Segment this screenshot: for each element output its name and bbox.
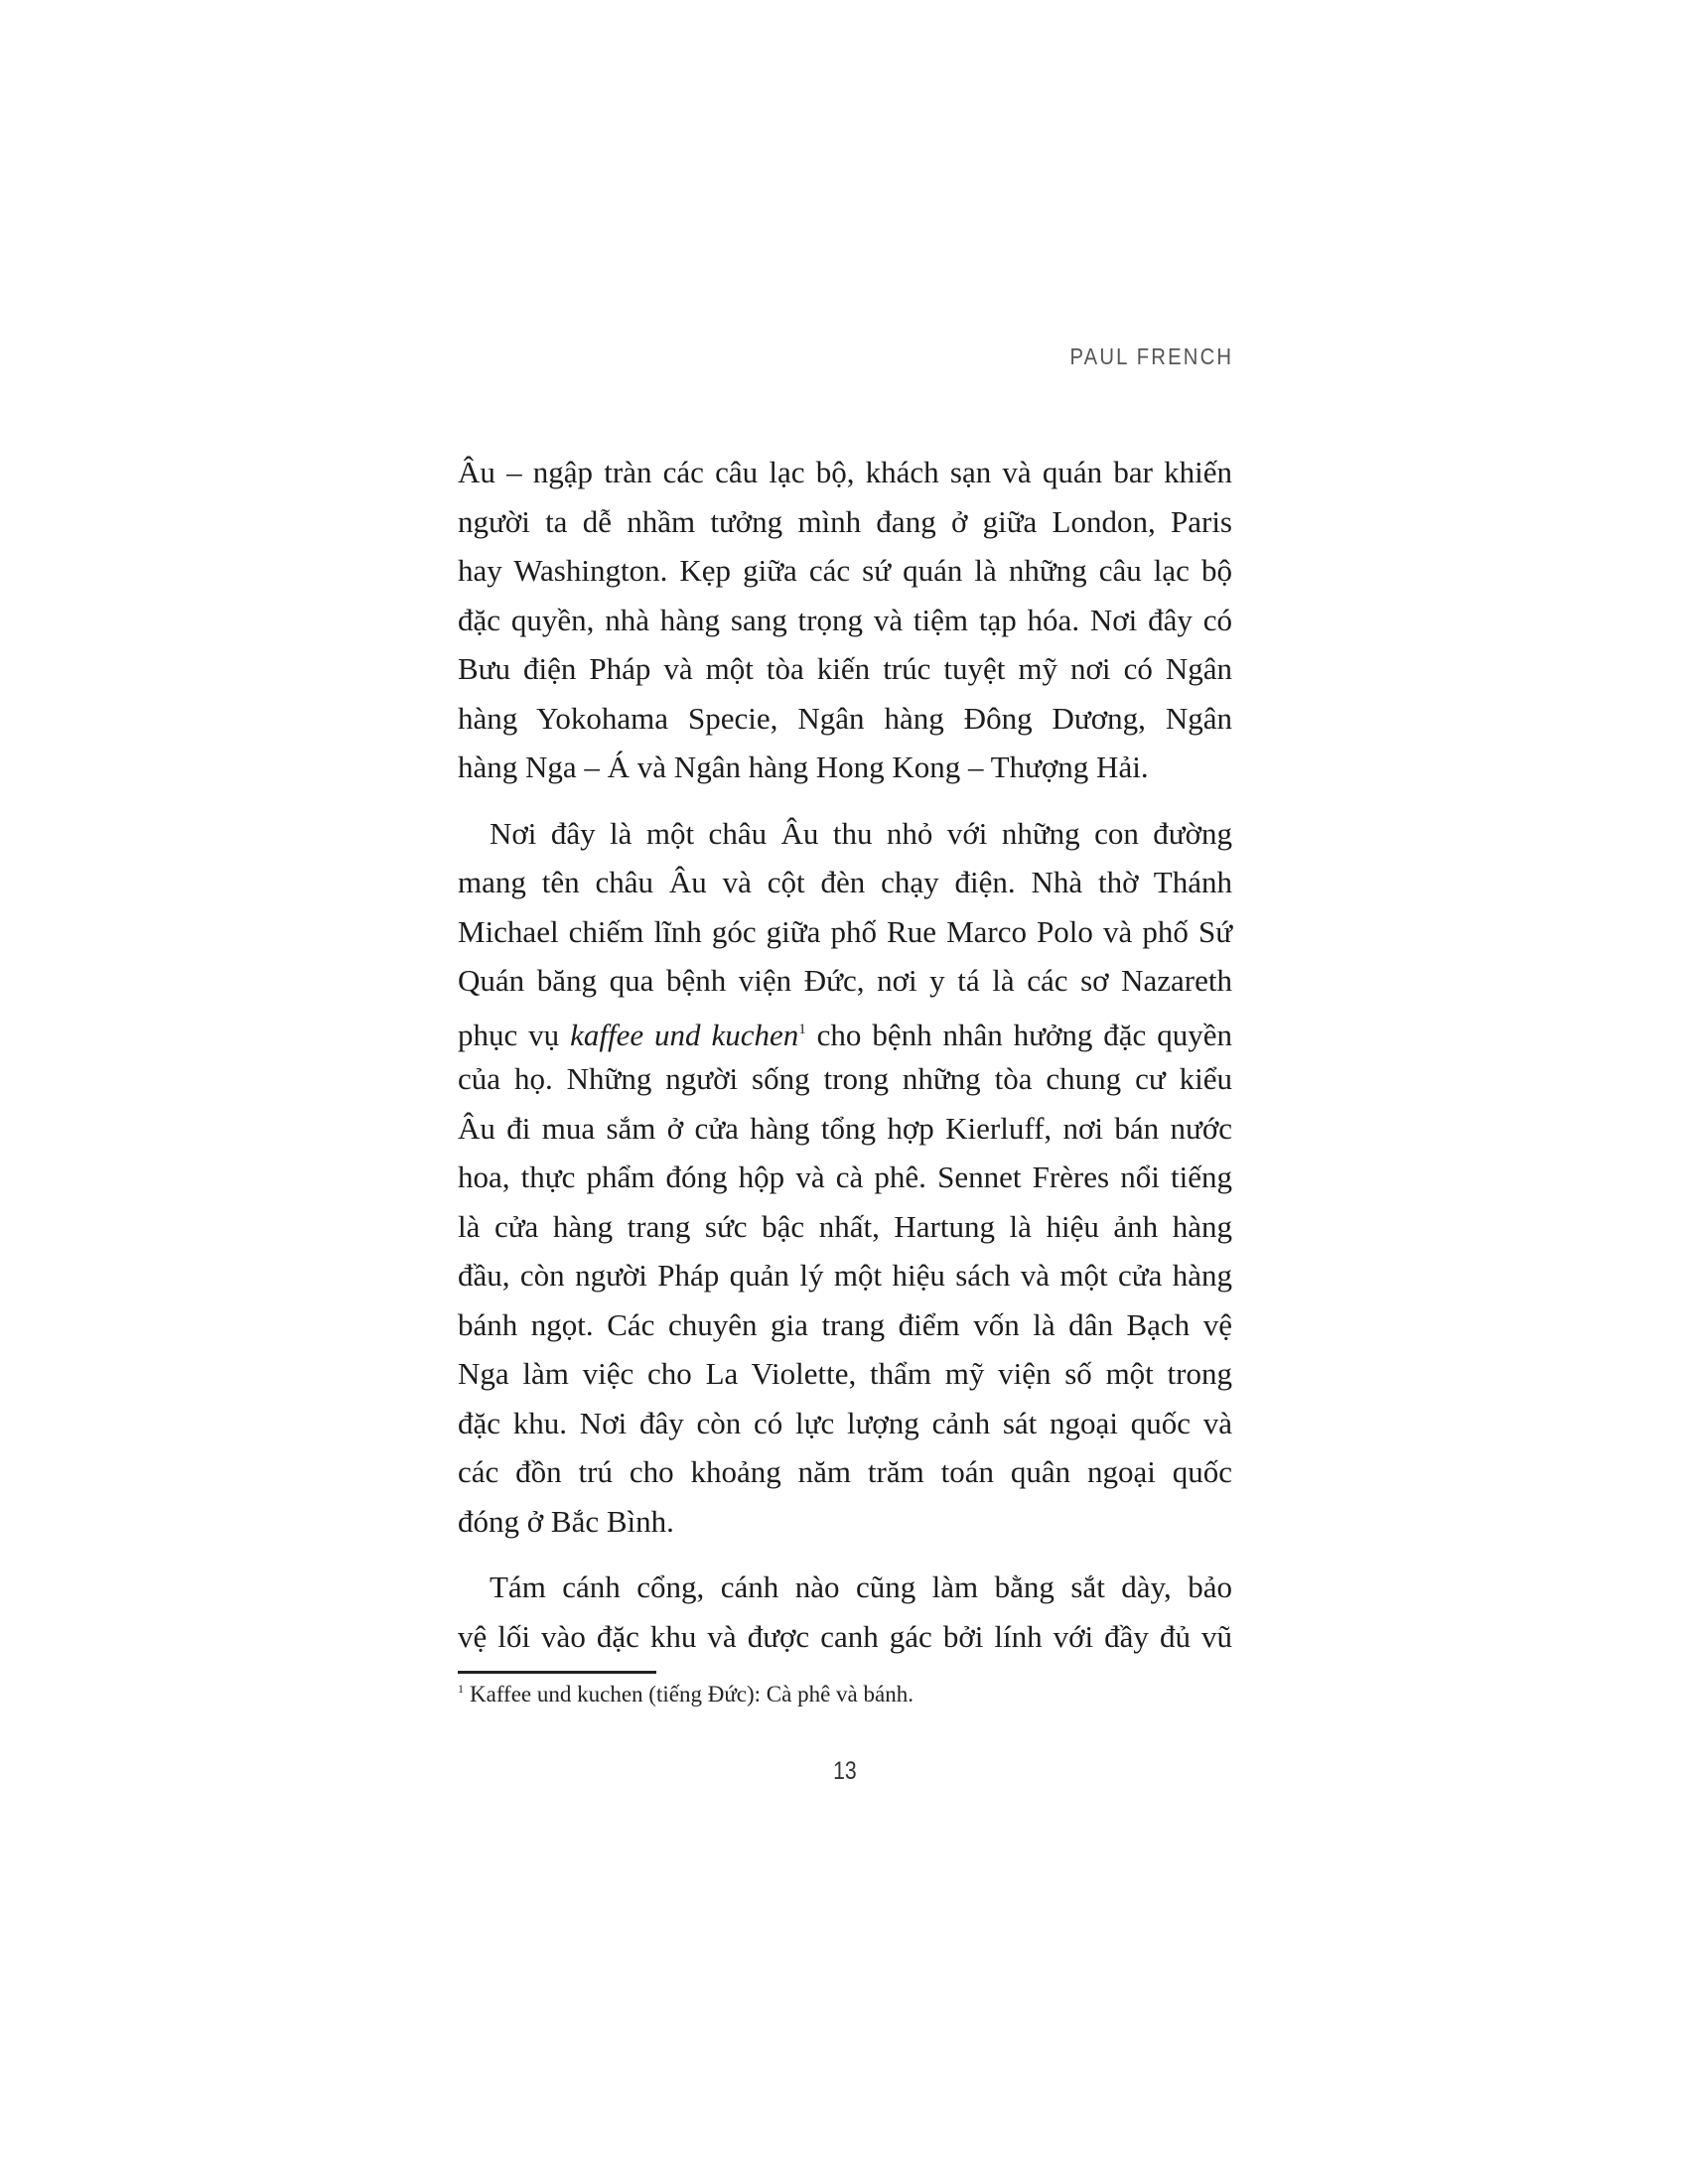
text-segment: phục vụ bbox=[458, 1017, 571, 1052]
text-line: đầu, còn người Pháp quản lý một hiệu sách và một cửa hàng bbox=[458, 1258, 1232, 1293]
text-line: bánh ngọt. Các chuyên gia trang điểm vốn là dân Bạch vệ bbox=[458, 1306, 1232, 1342]
text-line: Michael chiếm lĩnh góc giữa phố Rue Marco Polo và phố Sứ bbox=[458, 913, 1232, 949]
text-line: đặc quyền, nhà hàng sang trọng và tiệm tạp hóa. Nơi đây có bbox=[458, 602, 1232, 637]
text-line: đặc khu. Nơi đây còn có lực lượng cảnh sát ngoại quốc và bbox=[458, 1405, 1232, 1440]
text-line: hàng Nga – Á và Ngân hàng Hong Kong – Thượng Hải. bbox=[458, 750, 1149, 784]
footnote-reference[interactable]: 1 bbox=[798, 1021, 806, 1037]
paragraph-3 bbox=[458, 1563, 1232, 1661]
running-head-author: PAUL FRENCH bbox=[1069, 343, 1233, 369]
italic-term: kaffee und kuchen bbox=[570, 1017, 799, 1052]
page-number-text: 13 bbox=[833, 1757, 857, 1785]
text-line: mang tên châu Âu và cột đèn chạy điện. Nhà thờ Thánh bbox=[458, 865, 1232, 899]
paragraph-1 bbox=[458, 448, 1232, 792]
text-line: hàng Yokohama Specie, Ngân hàng Đông Dương, Ngân bbox=[458, 700, 1232, 736]
text-line: đóng ở Bắc Bình. bbox=[458, 1503, 674, 1539]
text-line: Âu – ngập tràn các câu lạc bộ, khách sạn và quán bar khiến bbox=[458, 455, 1232, 489]
text-line: hay Washington. Kẹp giữa các sứ quán là những câu lạc bộ bbox=[458, 553, 1232, 588]
body-text bbox=[458, 448, 1232, 1678]
footnote-text: Kaffee und kuchen (tiếng Đức): Cà phê và bánh. bbox=[470, 1682, 914, 1706]
text-line: Nơi đây là một châu Âu thu nhỏ với những con đường bbox=[490, 815, 1232, 851]
text-line-with-footnote-ref bbox=[458, 1006, 1232, 1055]
footnote bbox=[458, 1682, 914, 1707]
footnote-marker: 1 bbox=[458, 1682, 464, 1696]
text-segment: cho bệnh nhân hưởng đặc quyền bbox=[805, 1017, 1232, 1052]
text-line: Quán băng qua bệnh viện Đức, nơi y tá là các sơ Nazareth bbox=[458, 963, 1232, 998]
text-line: là cửa hàng trang sức bậc nhất, Hartung là hiệu ảnh hàng bbox=[458, 1208, 1232, 1244]
footnote-divider bbox=[458, 1671, 656, 1674]
text-line: các đồn trú cho khoảng năm trăm toán quân ngoại quốc bbox=[458, 1454, 1232, 1489]
text-line: của họ. Những người sống trong những tòa chung cư kiểu bbox=[458, 1061, 1232, 1096]
text-line: Âu đi mua sắm ở cửa hàng tổng hợp Kierluff, nơi bán nước bbox=[458, 1110, 1232, 1146]
paragraph-2 bbox=[458, 809, 1232, 1547]
text-line: hoa, thực phẩm đóng hộp và cà phê. Sennet Frères nổi tiếng bbox=[458, 1160, 1232, 1194]
text-line: vệ lối vào đặc khu và được canh gác bởi lính với đầy đủ vũ bbox=[458, 1618, 1232, 1654]
text-line: Tám cánh cổng, cánh nào cũng làm bằng sắt dày, bảo bbox=[490, 1570, 1232, 1604]
text-line: Bưu điện Pháp và một tòa kiến trúc tuyệt mỹ nơi có Ngân bbox=[458, 651, 1232, 686]
text-line: người ta dễ nhầm tưởng mình đang ở giữa London, Paris bbox=[458, 503, 1232, 539]
page-number bbox=[0, 1757, 1688, 1786]
text-line: Nga làm việc cho La Violette, thẩm mỹ viện số một trong bbox=[458, 1356, 1232, 1391]
